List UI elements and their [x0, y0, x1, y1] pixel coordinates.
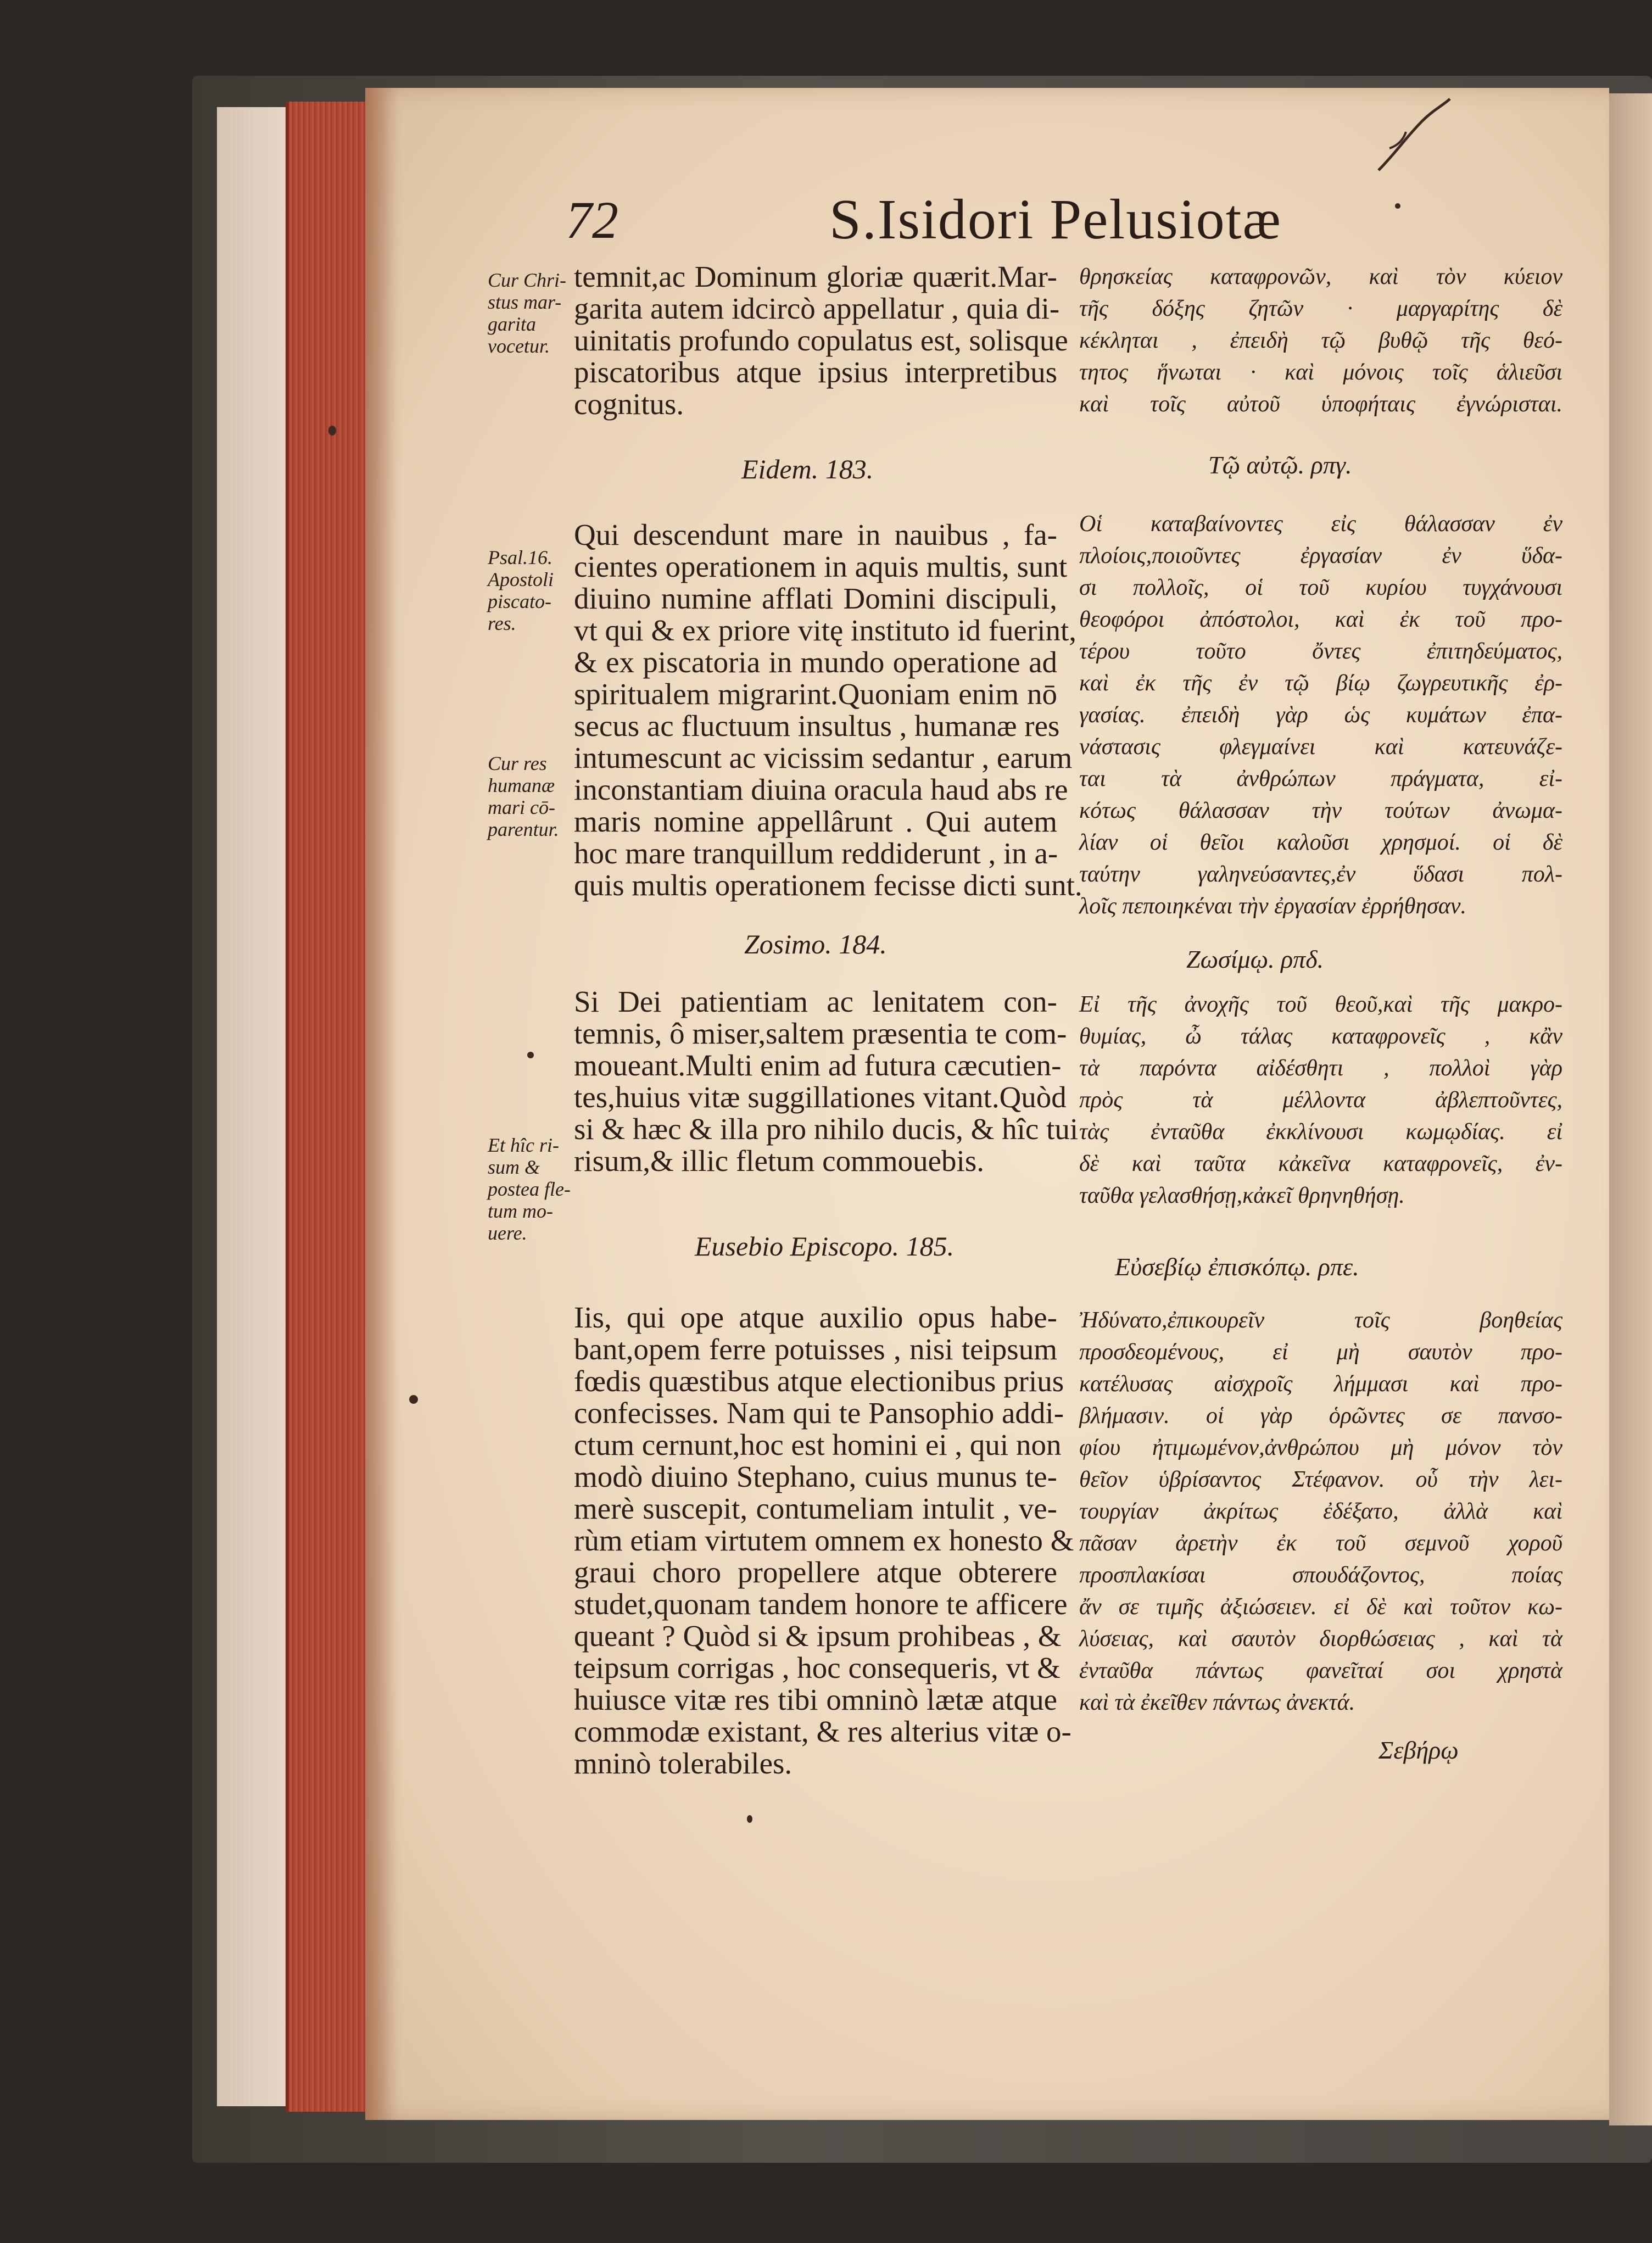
margin-note-line: humanæ	[488, 774, 555, 796]
greek-line: καὶ τὰ ἐκεῖθεν πάντως ἀνεκτά.	[1079, 1690, 1355, 1715]
margin-note-line: parentur.	[488, 818, 559, 840]
margin-note-line: postea fle-	[488, 1178, 571, 1200]
latin-line: intumescunt ac vicissim sedantur , earum	[574, 741, 1073, 774]
greek-line: πλοίοις,ποιοῦντες ἐργασίαν ἐν ὕδα-	[1079, 543, 1562, 568]
margin-note-line: uere.	[488, 1222, 527, 1244]
greek-line: δὲ καὶ ταῦτα κἀκεῖνα καταφρονεῖς, ἐν-	[1079, 1151, 1562, 1176]
latin-line: secus ac fluctuum insultus , humanæ res	[574, 709, 1060, 743]
page-number: 72	[566, 191, 618, 249]
latin-line: Qui descendunt mare in nauibus , fa-	[574, 518, 1057, 551]
latin-line: confecisses. Nam qui te Pansophio addi-	[574, 1396, 1064, 1430]
margin-note-1	[488, 269, 566, 357]
latin-line: temnit,ac Dominum gloriæ quærit.Mar-	[574, 260, 1057, 293]
latin-line: Si Dei patientiam ac lenitatem con-	[574, 985, 1057, 1018]
greek-line: λοῖς πεποιηκέναι τὴν ἐργασίαν ἐρρήθησαν.	[1079, 894, 1467, 919]
ink-spot	[527, 1052, 534, 1058]
greek-line: Οἱ καταβαίνοντες εἰς θάλασσαν ἐν	[1079, 511, 1562, 537]
latin-line: teipsum corrigas , hoc consequeris, vt &	[574, 1651, 1061, 1684]
greek-line: τὰς ἐνταῦθα ἐκκλίνουσι κωμῳδίας. εἰ	[1079, 1119, 1562, 1145]
ink-spot	[328, 426, 336, 436]
greek-line: Ἠδύνατο,ἐπικουρεῖν τοῖς βοηθείας	[1079, 1308, 1562, 1333]
latin-line: bant,opem ferre potuisses , nisi teipsum	[574, 1332, 1057, 1366]
page-gutter-shadow	[365, 88, 398, 2120]
latin-line: inconstantiam diuina oracula haud abs re	[574, 773, 1068, 806]
greek-line: ται τὰ ἀνθρώπων πράγματα, εἰ-	[1079, 766, 1562, 791]
greek-heading-183: Τῷ αὐτῷ. ρπγ.	[1208, 451, 1352, 479]
latin-line: & ex piscatoria in mundo operatione ad	[574, 645, 1057, 679]
margin-note-line: tum mo-	[488, 1200, 553, 1222]
latin-line: merè suscepit, contumeliam intulit , ve-	[574, 1492, 1057, 1525]
greek-line: λίαν οἱ θεῖοι καλοῦσι χρησμοί. οἱ δὲ	[1079, 830, 1562, 855]
latin-heading-185: Eusebio Episcopo. 185.	[695, 1231, 955, 1262]
greek-line: προσπλακίσαι σπουδάζοντος, ποίας	[1079, 1563, 1562, 1588]
catchword: Σεβήρῳ	[1378, 1736, 1459, 1764]
latin-line: commodæ existant, & res alterius vitæ o-	[574, 1715, 1071, 1748]
latin-line: vt qui & ex priore vitę instituto id fuerint,	[574, 613, 1076, 647]
latin-line: diuino numine afflati Domini discipuli,	[574, 582, 1057, 615]
latin-line: studet,quonam tandem honore te afficere	[574, 1587, 1068, 1621]
greek-line: πᾶσαν ἀρετὴν ἐκ τοῦ σεμνοῦ χοροῦ	[1079, 1531, 1562, 1556]
margin-note-4	[488, 1134, 571, 1244]
latin-line: tes,huius vitæ suggillationes vitant.Quòd	[574, 1080, 1067, 1114]
ink-spot	[747, 1815, 752, 1823]
latin-line: garita autem idcircò appellatur , quia di-	[574, 292, 1060, 325]
margin-note-line: Psal.16.	[488, 546, 553, 568]
latin-line: piscatoribus atque ipsius interpretibus	[574, 355, 1057, 389]
latin-line: spiritualem migrarint.Quoniam enim nō	[574, 677, 1057, 711]
greek-paragraph-3	[1079, 989, 1562, 1212]
latin-line: mninò tolerabiles.	[574, 1747, 792, 1780]
greek-line: προσδεομένους, εἰ μὴ σαυτὸν προ-	[1079, 1340, 1562, 1365]
margin-note-line: res.	[488, 612, 516, 634]
latin-line: uinitatis profundo copulatus est, solisque	[574, 323, 1068, 357]
greek-line: σι πολλοῖς, οἱ τοῦ κυρίου τυγχάνουσι	[1079, 575, 1562, 600]
margin-note-line: garita	[488, 313, 537, 335]
latin-line: Iis, qui ope atque auxilio opus habe-	[574, 1301, 1057, 1334]
latin-line: graui choro propellere atque obterere	[574, 1555, 1057, 1589]
greek-line: θυμίας, ὦ τάλας καταφρονεῖς , κἂν	[1079, 1024, 1562, 1049]
margin-note-2	[488, 546, 554, 634]
latin-line: queant ? Quòd si & ipsum prohibeas , &	[574, 1619, 1062, 1653]
latin-line: cognitus.	[574, 387, 684, 421]
facing-page-edge	[1609, 93, 1652, 2125]
latin-line: huiusce vitæ res tibi omninò lætæ atque	[574, 1683, 1057, 1716]
greek-paragraph-1	[1079, 261, 1562, 420]
running-title: S.Isidori Pelusiotæ	[829, 188, 1282, 251]
latin-paragraph-1	[574, 260, 1068, 421]
latin-line: temnis, ô miser,saltem præsentia te com-	[574, 1017, 1067, 1050]
latin-paragraph-4	[574, 1301, 1074, 1780]
greek-line: τέρου τοῦτο ὄντες ἐπιτηδεύματος,	[1079, 639, 1562, 664]
ink-spot	[1395, 203, 1400, 209]
greek-line: κότως θάλασσαν τὴν τούτων ἀνωμα-	[1079, 798, 1562, 823]
margin-note-line: stus mar-	[488, 291, 562, 313]
latin-line: modò diuino Stephano, cuius munus te-	[574, 1460, 1057, 1493]
greek-line: ἐνταῦθα πάντως φανεῖταί σοι χρηστὰ	[1079, 1658, 1562, 1683]
greek-line: κατέλυσας αἰσχροῖς λήμμασι καὶ προ-	[1079, 1371, 1562, 1397]
latin-line: moueant.Multi enim ad futura cæcutien-	[574, 1048, 1062, 1082]
margin-note-3	[488, 752, 559, 840]
latin-line: ctum cernunt,hoc est homini ei , qui non	[574, 1428, 1062, 1461]
margin-note-line: Et hîc ri-	[488, 1134, 559, 1156]
latin-heading-184: Zosimo. 184.	[744, 929, 887, 959]
greek-line: θρησκείας καταφρονῶν, καὶ τὸν κύειον	[1079, 264, 1562, 289]
greek-line: τητος ἥνωται · καὶ μόνοις τοῖς ἁλιεῦσι	[1079, 360, 1562, 385]
latin-paragraph-2	[574, 518, 1082, 902]
latin-line: hoc mare tranquillum reddiderunt , in a-	[574, 836, 1058, 870]
greek-line: καὶ ἐκ τῆς ἐν τῷ βίῳ ζωγρευτικῆς ἐρ-	[1079, 671, 1562, 696]
greek-line: φίου ἠτιμωμένον,ἀνθρώπου μὴ μόνον τὸν	[1079, 1435, 1562, 1460]
greek-line: πρὸς τὰ μέλλοντα ἀβλεπτοῦντες,	[1079, 1087, 1562, 1113]
latin-line: rùm etiam virtutem omnem ex honesto &	[574, 1524, 1074, 1557]
latin-line: si & hæc & illa pro nihilo ducis, & hîc tui	[574, 1112, 1079, 1146]
greek-heading-185: Εὐσεβίῳ ἐπισκόπῳ. ρπε.	[1115, 1253, 1359, 1281]
latin-line: cientes operationem in aquis multis, sunt	[574, 550, 1068, 583]
pencil-mark-icon	[1373, 93, 1455, 181]
margin-note-line: Cur Chri-	[488, 269, 567, 291]
greek-line: λύσειας, καὶ σαυτὸν διορθώσειας , καὶ τὰ	[1079, 1626, 1562, 1651]
greek-line: νάστασις φλεγμαίνει καὶ κατευνάζε-	[1079, 734, 1562, 760]
margin-note-line: piscato-	[488, 590, 551, 612]
greek-line: κέκληται , ἐπειδὴ τῷ βυθῷ τῆς θεό-	[1079, 328, 1562, 353]
greek-line: τὰ παρόντα αἰδέσθητι , πολλοὶ γὰρ	[1079, 1056, 1562, 1081]
latin-paragraph-3	[574, 985, 1079, 1178]
greek-line: βλήμασιν. οἱ γὰρ ὁρῶντες σε πανσο-	[1079, 1403, 1562, 1429]
margin-note-line: Apostoli	[488, 568, 554, 590]
greek-paragraph-2	[1079, 508, 1562, 922]
greek-line: τῆς δόξης ζητῶν · μαργαρίτης δὲ	[1079, 296, 1562, 321]
latin-line: risum,& illic fletum commouebis.	[574, 1144, 984, 1178]
margin-note-line: mari cō-	[488, 796, 555, 818]
greek-line: θεοφόροι ἀπόστολοι, καὶ ἐκ τοῦ προ-	[1079, 607, 1562, 632]
latin-line: quis multis operationem fecisse dicti sunt.	[574, 868, 1082, 902]
latin-line: fœdis quæstibus atque electionibus prius	[574, 1364, 1064, 1398]
greek-paragraph-4	[1079, 1304, 1562, 1718]
greek-heading-184: Ζωσίμῳ. ρπδ.	[1186, 945, 1324, 973]
latin-line: maris nomine appellârunt . Qui autem	[574, 805, 1057, 838]
margin-note-line: Cur res	[488, 752, 547, 774]
greek-line: ταύτην γαληνεύσαντες,ἐν ὕδασι πολ-	[1079, 862, 1562, 887]
greek-line: γασίας. ἐπειδὴ γὰρ ὡς κυμάτων ἐπα-	[1079, 702, 1562, 728]
greek-line: θεῖον ὑβρίσαντος Στέφανον. οὗ τὴν λει-	[1079, 1467, 1562, 1492]
margin-note-line: sum &	[488, 1156, 540, 1178]
latin-heading-183: Eidem. 183.	[741, 454, 874, 484]
greek-line: Εἰ τῆς ἀνοχῆς τοῦ θεοῦ,καὶ τῆς μακρο-	[1079, 992, 1562, 1017]
greek-line: τουργίαν ἀκρίτως ἐδέξατο, ἀλλὰ καὶ	[1079, 1499, 1562, 1524]
greek-line: καὶ τοῖς αὐτοῦ ὑποφήταις ἐγνώρισται.	[1079, 392, 1562, 417]
margin-note-line: vocetur.	[488, 335, 550, 357]
greek-line: ἄν σε τιμῆς ἀξιώσειεν. εἰ δὲ καὶ τοῦτον κω-	[1079, 1594, 1562, 1620]
ink-spot	[409, 1395, 418, 1404]
greek-line: ταῦθα γελασθήσῃ,κἀκεῖ θρηνηθήσῃ.	[1079, 1183, 1405, 1208]
